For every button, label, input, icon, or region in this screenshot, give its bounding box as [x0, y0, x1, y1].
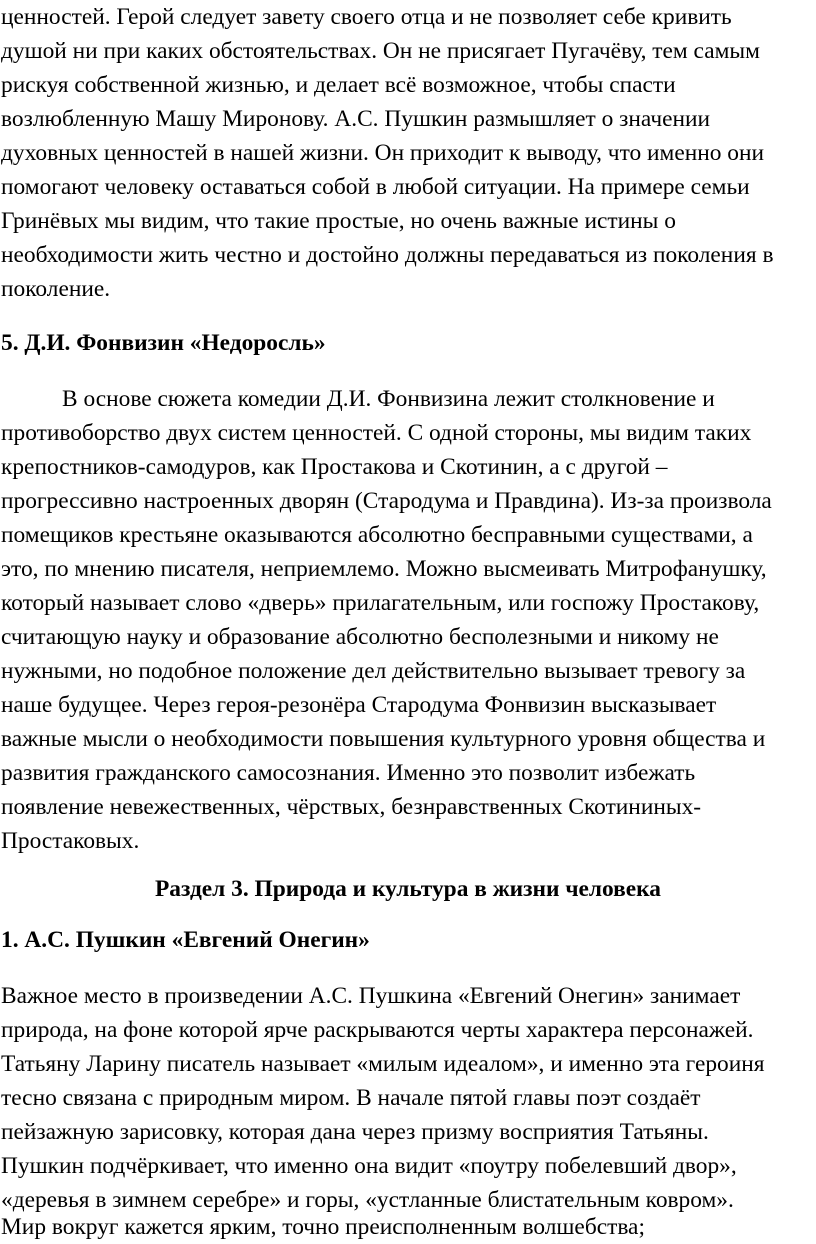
paragraph-line: Пушкин подчёркивает, что именно она видит «поутру побелевший двор»,: [1, 1153, 737, 1179]
paragraph-line: нужными, но подобное положение дел действительно вызывает тревогу за: [1, 658, 746, 684]
section-heading: 1. А.С. Пушкин «Евгений Онегин»: [1, 927, 370, 953]
paragraph-line: Важное место в произведении А.С. Пушкина «Евгений Онегин» занимает: [1, 983, 741, 1009]
paragraph-line: Простаковых.: [1, 828, 140, 854]
paragraph-line: который называет слово «дверь» прилагательным, или госпожу Простакову,: [1, 590, 760, 616]
paragraph-line: душой ни при каких обстоятельствах. Он не присягает Пугачёву, тем самым: [1, 38, 760, 64]
paragraph-line: поколение.: [1, 276, 111, 302]
paragraph-line: появление невежественных, чёрствых, безнравственных Скотининых-: [1, 794, 702, 820]
paragraph-line: важные мысли о необходимости повышения культурного уровня общества и: [1, 726, 766, 752]
paragraph-line: Татьяну Ларину писатель называет «милым идеалом», и именно эта героиня: [1, 1051, 765, 1077]
paragraph-line: считающую науку и образование абсолютно бесполезными и никому не: [1, 624, 719, 650]
paragraph-line: В основе сюжета комедии Д.И. Фонвизина лежит столкновение и: [62, 386, 715, 412]
paragraph-line: помещиков крестьяне оказываются абсолютно бесправными существами, а: [1, 522, 753, 548]
paragraph-line: прогрессивно настроенных дворян (Стародума и Правдина). Из-за произвола: [1, 488, 772, 514]
paragraph-line: природа, на фоне которой ярче раскрываются черты характера персонажей.: [1, 1017, 754, 1043]
paragraph-line: тесно связана с природным миром. В начале пятой главы поэт создаёт: [1, 1085, 701, 1111]
paragraph-line: противоборство двух систем ценностей. С одной стороны, мы видим таких: [1, 420, 752, 446]
paragraph-line: крепостников-самодуров, как Простакова и Скотинин, а с другой –: [1, 454, 668, 480]
paragraph-line: развития гражданского самосознания. Именно это позволит избежать: [1, 760, 696, 786]
paragraph-line: пейзажную зарисовку, которая дана через призму восприятия Татьяны.: [1, 1119, 709, 1145]
paragraph-line: необходимости жить честно и достойно должны передаваться из поколения в: [1, 242, 774, 268]
paragraph-line: возлюбленную Машу Миронову. А.С. Пушкин размышляет о значении: [1, 106, 711, 132]
paragraph-line: духовных ценностей в нашей жизни. Он приходит к выводу, что именно они: [1, 140, 765, 166]
paragraph-line: наше будущее. Через героя-резонёра Стародума Фонвизин высказывает: [1, 692, 717, 718]
paragraph-line: это, по мнению писателя, неприемлемо. Можно высмеивать Митрофанушку,: [1, 556, 767, 582]
paragraph-line: Мир вокруг кажется ярким, точно преисполненным волшебства;: [1, 1214, 645, 1240]
paragraph-line: ценностей. Герой следует завету своего отца и не позволяет себе кривить: [1, 4, 732, 30]
paragraph-line: «деревья в зимнем серебре» и горы, «устланные блистательным ковром».: [1, 1187, 734, 1213]
paragraph-line: помогают человеку оставаться собой в любой ситуации. На примере семьи: [1, 174, 750, 200]
paragraph-line: рискуя собственной жизнью, и делает всё возможное, чтобы спасти: [1, 72, 676, 98]
section-heading: 5. Д.И. Фонвизин «Недоросль»: [1, 330, 326, 356]
paragraph-line: Гринёвых мы видим, что такие простые, но очень важные истины о: [1, 208, 676, 234]
section-title: Раздел 3. Природа и культура в жизни человека: [155, 876, 661, 902]
